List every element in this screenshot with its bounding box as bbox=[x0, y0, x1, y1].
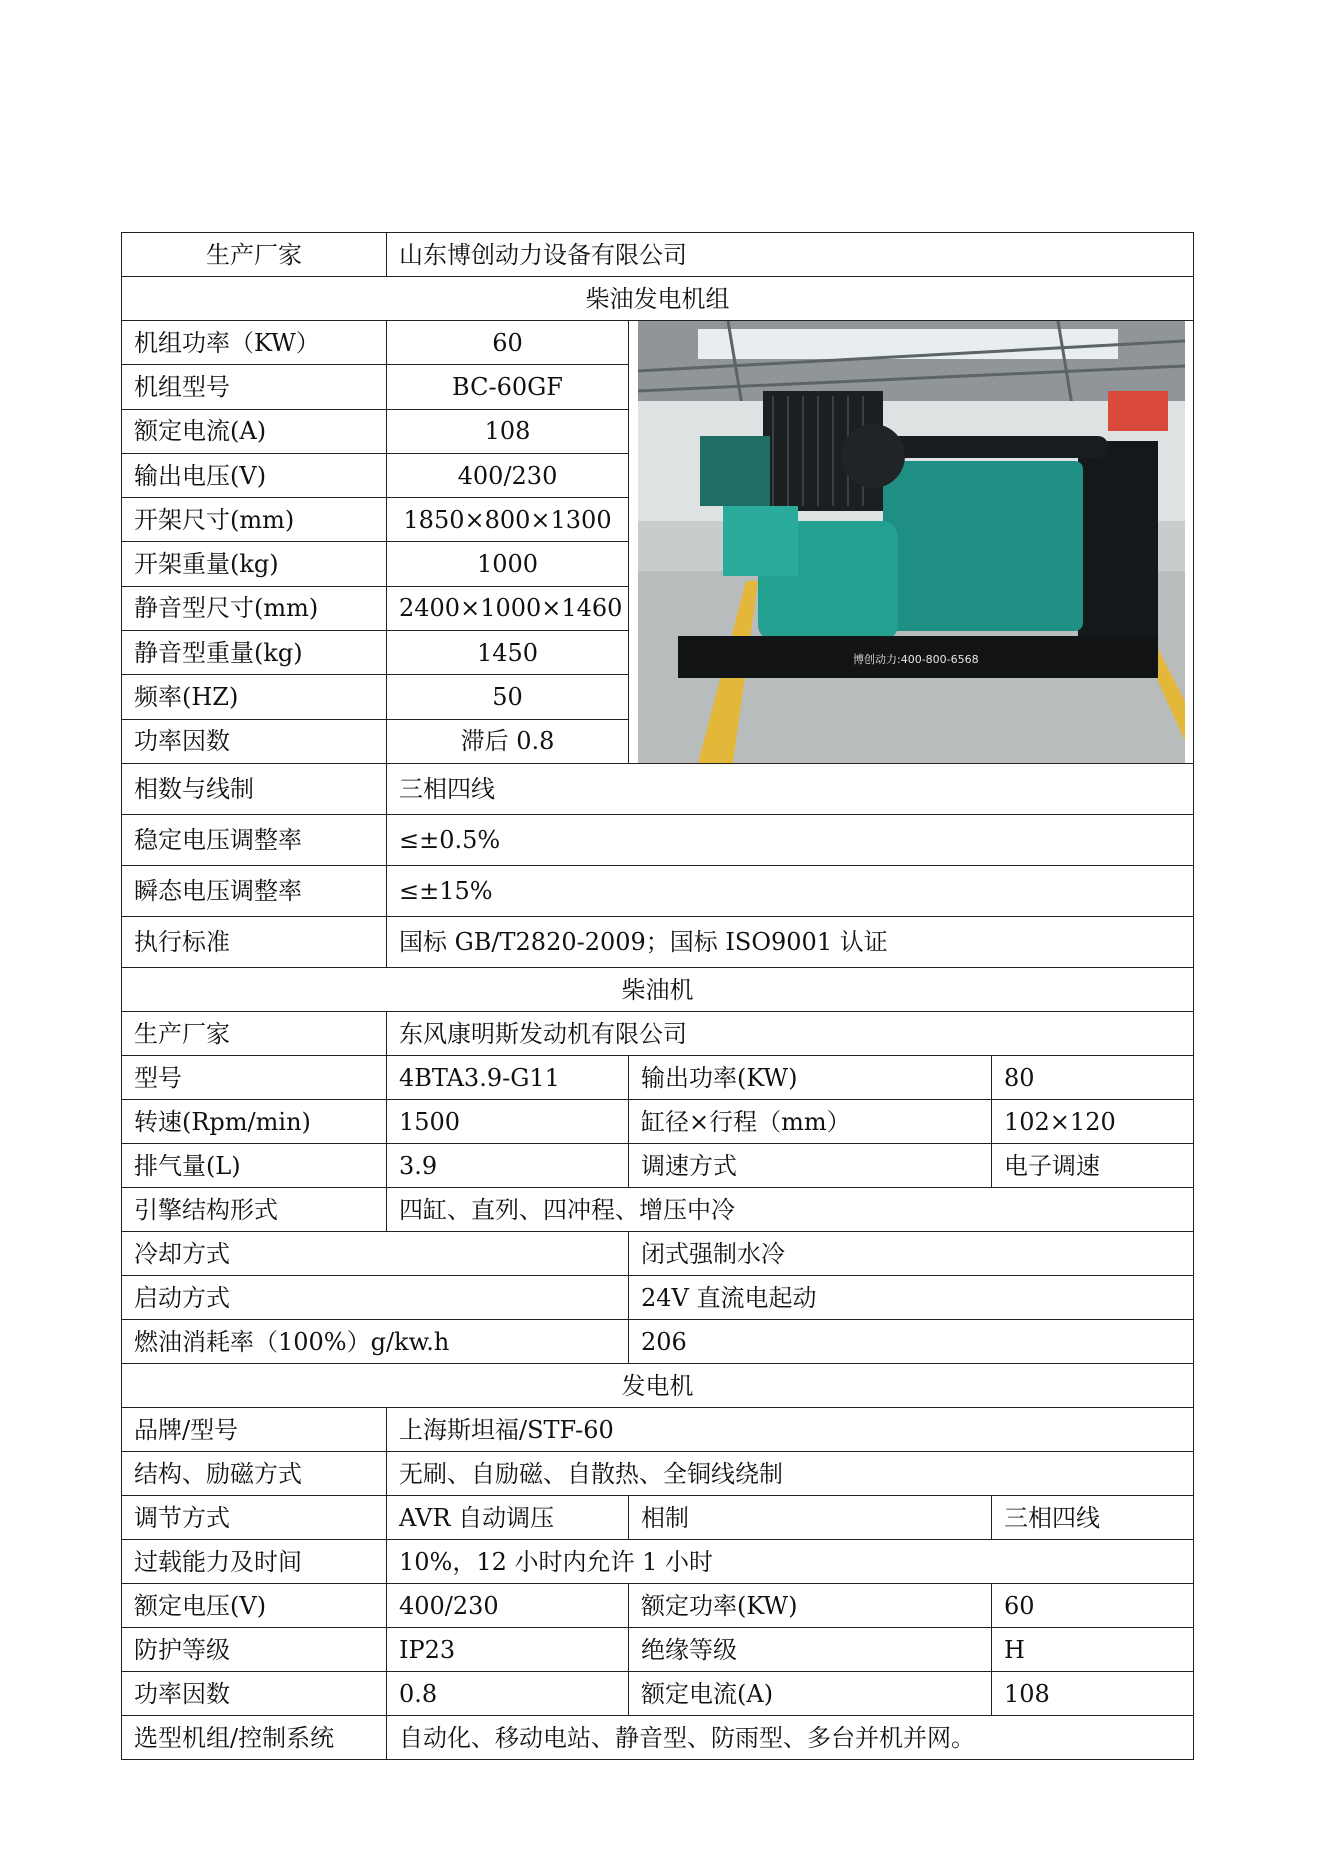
genset-spec-value: 50 bbox=[387, 675, 629, 719]
engine-spec-value: 1500 bbox=[387, 1100, 629, 1144]
radiator-front bbox=[1078, 441, 1158, 641]
alternator-section-title: 发电机 bbox=[122, 1364, 1194, 1408]
engine-section-row bbox=[122, 968, 1194, 1012]
engine-spec-value: 4BTA3.9-G11 bbox=[387, 1056, 629, 1100]
engine-spec-row bbox=[122, 1056, 1194, 1100]
genset-spec-value: 60 bbox=[387, 321, 629, 365]
engine-half-row bbox=[122, 1276, 1194, 1320]
alternator-spec-label: 调节方式 bbox=[122, 1496, 387, 1540]
engine-manufacturer-value: 东风康明斯发动机有限公司 bbox=[387, 1012, 1194, 1056]
alternator-spec-label: 相制 bbox=[629, 1496, 992, 1540]
genset-wide-row bbox=[122, 917, 1194, 968]
engine-manufacturer-row bbox=[122, 1012, 1194, 1056]
engine-spec-value: 电子调速 bbox=[992, 1144, 1194, 1188]
engine-top-pipe bbox=[888, 436, 1108, 458]
engine-spec-label: 调速方式 bbox=[629, 1144, 992, 1188]
spec-table bbox=[121, 232, 1194, 1760]
manufacturer-row bbox=[122, 233, 1194, 277]
manufacturer-value: 山东博创动力设备有限公司 bbox=[387, 233, 1194, 277]
alternator-junction-box bbox=[723, 506, 798, 576]
photo-caption: 博创动力:400-800-6568 bbox=[852, 653, 979, 666]
roof-skylight bbox=[698, 329, 1118, 359]
genset-section-row bbox=[122, 277, 1194, 321]
genset-spec-label: 静音型重量(kg) bbox=[122, 631, 387, 675]
generator-photo-cell bbox=[629, 321, 1194, 764]
genset-spec-label: 静音型尺寸(mm) bbox=[122, 586, 387, 630]
engine-spec-value: 80 bbox=[992, 1056, 1194, 1100]
genset-wide-row bbox=[122, 764, 1194, 815]
alternator-brand-label: 品牌/型号 bbox=[122, 1408, 387, 1452]
alternator-regulation-row bbox=[122, 1496, 1194, 1540]
genset-wide-value: ≤±0.5% bbox=[387, 815, 1194, 866]
alternator-spec-value: 108 bbox=[992, 1672, 1194, 1716]
genset-wide-label: 稳定电压调整率 bbox=[122, 815, 387, 866]
alternator-spec-label: 额定功率(KW) bbox=[629, 1584, 992, 1628]
alternator-brand-value: 上海斯坦福/STF-60 bbox=[387, 1408, 1194, 1452]
genset-wide-value: 国标 GB/T2820-2009；国标 ISO9001 认证 bbox=[387, 917, 1194, 968]
genset-spec-label: 频率(HZ) bbox=[122, 675, 387, 719]
genset-wide-value: 三相四线 bbox=[387, 764, 1194, 815]
alternator-spec-label: 额定电流(A) bbox=[629, 1672, 992, 1716]
engine-spec-row bbox=[122, 1100, 1194, 1144]
genset-spec-value: 400/230 bbox=[387, 453, 629, 497]
air-filter bbox=[841, 424, 905, 488]
genset-section-title: 柴油发电机组 bbox=[122, 277, 1194, 321]
genset-spec-label: 输出电压(V) bbox=[122, 453, 387, 497]
genset-spec-value: 1850×800×1300 bbox=[387, 498, 629, 542]
warning-sign bbox=[1108, 391, 1168, 431]
engine-section-title: 柴油机 bbox=[122, 968, 1194, 1012]
alternator-spec-label: 防护等级 bbox=[122, 1628, 387, 1672]
genset-spec-value: 2400×1000×1460 bbox=[387, 586, 629, 630]
engine-spec-label: 缸径×行程（mm） bbox=[629, 1100, 992, 1144]
alternator-spec-row bbox=[122, 1672, 1194, 1716]
engine-structure-value: 四缸、直列、四冲程、增压中冷 bbox=[387, 1188, 1194, 1232]
engine-spec-label: 输出功率(KW) bbox=[629, 1056, 992, 1100]
engine-manufacturer-label: 生产厂家 bbox=[122, 1012, 387, 1056]
genset-spec-label: 机组功率（KW） bbox=[122, 321, 387, 365]
genset-spec-row bbox=[122, 321, 1194, 365]
genset-wide-label: 相数与线制 bbox=[122, 764, 387, 815]
engine-spec-label: 排气量(L) bbox=[122, 1144, 387, 1188]
engine-half-label: 燃油消耗率（100%）g/kw.h bbox=[122, 1320, 629, 1364]
generator-photo bbox=[638, 321, 1185, 763]
alternator-spec-label: 绝缘等级 bbox=[629, 1628, 992, 1672]
engine-spec-label: 型号 bbox=[122, 1056, 387, 1100]
genset-spec-value: 1000 bbox=[387, 542, 629, 586]
genset-spec-label: 开架重量(kg) bbox=[122, 542, 387, 586]
alternator-spec-row bbox=[122, 1628, 1194, 1672]
manufacturer-label: 生产厂家 bbox=[122, 233, 387, 277]
alternator-section-row bbox=[122, 1364, 1194, 1408]
engine-half-label: 冷却方式 bbox=[122, 1232, 629, 1276]
engine-half-value: 闭式强制水冷 bbox=[629, 1232, 1194, 1276]
alternator-structure-row bbox=[122, 1452, 1194, 1496]
genset-spec-value: 1450 bbox=[387, 631, 629, 675]
genset-spec-label: 开架尺寸(mm) bbox=[122, 498, 387, 542]
genset-wide-label: 瞬态电压调整率 bbox=[122, 866, 387, 917]
genset-spec-label: 额定电流(A) bbox=[122, 409, 387, 453]
alternator-spec-value: 60 bbox=[992, 1584, 1194, 1628]
alternator-options-label: 选型机组/控制系统 bbox=[122, 1716, 387, 1760]
genset-wide-value: ≤±15% bbox=[387, 866, 1194, 917]
genset-spec-value: 108 bbox=[387, 409, 629, 453]
alternator-spec-label: 额定电压(V) bbox=[122, 1584, 387, 1628]
alternator-spec-value: IP23 bbox=[387, 1628, 629, 1672]
engine-structure-label: 引擎结构形式 bbox=[122, 1188, 387, 1232]
engine-half-row bbox=[122, 1320, 1194, 1364]
engine-half-row bbox=[122, 1232, 1194, 1276]
alternator-structure-label: 结构、励磁方式 bbox=[122, 1452, 387, 1496]
engine-block bbox=[883, 461, 1083, 631]
engine-spec-row bbox=[122, 1144, 1194, 1188]
alternator-overload-value: 10%，12 小时内允许 1 小时 bbox=[387, 1540, 1194, 1584]
genset-spec-label: 机组型号 bbox=[122, 365, 387, 409]
engine-spec-label: 转速(Rpm/min) bbox=[122, 1100, 387, 1144]
alternator-spec-label: 功率因数 bbox=[122, 1672, 387, 1716]
engine-half-value: 206 bbox=[629, 1320, 1194, 1364]
alternator-options-value: 自动化、移动电站、静音型、防雨型、多台并机并网。 bbox=[387, 1716, 1194, 1760]
alternator-options-row bbox=[122, 1716, 1194, 1760]
alternator-spec-value: AVR 自动调压 bbox=[387, 1496, 629, 1540]
alternator-brand-row bbox=[122, 1408, 1194, 1452]
genset-wide-row bbox=[122, 815, 1194, 866]
engine-half-value: 24V 直流电起动 bbox=[629, 1276, 1194, 1320]
genset-wide-label: 执行标准 bbox=[122, 917, 387, 968]
alternator-spec-value: 三相四线 bbox=[992, 1496, 1194, 1540]
engine-spec-value: 102×120 bbox=[992, 1100, 1194, 1144]
alternator-spec-value: H bbox=[992, 1628, 1194, 1672]
alternator-structure-value: 无刷、自励磁、自散热、全铜线绕制 bbox=[387, 1452, 1194, 1496]
engine-spec-value: 3.9 bbox=[387, 1144, 629, 1188]
genset-spec-value: 滞后 0.8 bbox=[387, 719, 629, 763]
genset-spec-label: 功率因数 bbox=[122, 719, 387, 763]
alternator-spec-value: 0.8 bbox=[387, 1672, 629, 1716]
genset-wide-row bbox=[122, 866, 1194, 917]
engine-structure-row bbox=[122, 1188, 1194, 1232]
alternator-spec-value: 400/230 bbox=[387, 1584, 629, 1628]
genset-spec-value: BC-60GF bbox=[387, 365, 629, 409]
alternator-spec-row bbox=[122, 1584, 1194, 1628]
engine-half-label: 启动方式 bbox=[122, 1276, 629, 1320]
alternator-overload-label: 过载能力及时间 bbox=[122, 1540, 387, 1584]
alternator-overload-row bbox=[122, 1540, 1194, 1584]
control-box bbox=[700, 436, 770, 506]
